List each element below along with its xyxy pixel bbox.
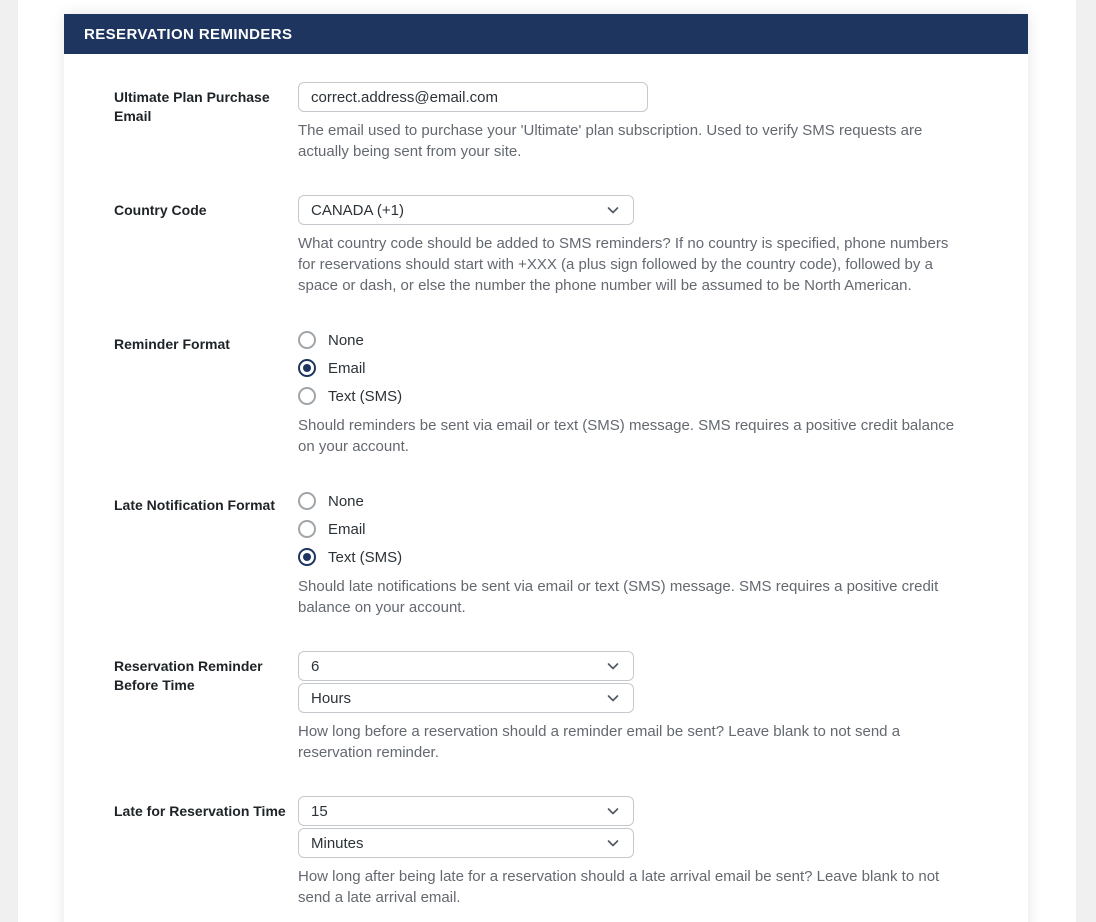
late-notification-option-text-sms[interactable] — [298, 548, 962, 566]
late-notification-format-radio-group — [298, 490, 962, 566]
radio-option-label: Text (SMS) — [328, 387, 403, 405]
ultimate-email-help: The email used to purchase your 'Ultimate' plan subscription. Used to verify SMS requests are actually being sent from your site. — [298, 122, 923, 160]
chevron-down-icon — [605, 835, 621, 851]
late-for-reservation-time-label: Late for Reservation Time — [114, 803, 286, 819]
chevron-down-icon — [605, 658, 621, 674]
field-row-country-code — [114, 195, 962, 296]
ultimate-email-input[interactable] — [298, 82, 648, 112]
field-row-late-notification-format — [114, 490, 962, 618]
chevron-down-icon — [605, 202, 621, 218]
reservation-reminder-amount-value: 6 — [311, 657, 320, 675]
radio-button-selected-icon — [298, 548, 316, 566]
panel-title: RESERVATION REMINDERS — [84, 25, 293, 43]
reservation-reminder-before-time-controls — [298, 651, 962, 713]
reservation-reminders-panel — [64, 14, 1028, 922]
late-notification-format-help: Should late notifications be sent via email or text (SMS) message. SMS requires a positive credit balance on your account. — [298, 578, 939, 616]
reservation-reminder-unit-value: Hours — [311, 689, 352, 707]
panel-header — [64, 14, 1028, 54]
radio-option-label: Text (SMS) — [328, 548, 403, 566]
late-for-reservation-unit-value: Minutes — [311, 834, 364, 852]
radio-button-icon — [298, 331, 316, 349]
reservation-reminder-before-time-label: Reservation Reminder Before Time — [114, 658, 263, 693]
chevron-down-icon — [605, 690, 621, 706]
late-notification-option-none[interactable] — [298, 492, 962, 510]
chevron-down-icon — [605, 803, 621, 819]
radio-button-icon — [298, 520, 316, 538]
late-for-reservation-time-controls — [298, 796, 962, 858]
reservation-reminder-amount-select[interactable] — [298, 651, 634, 681]
country-code-help: What country code should be added to SMS reminders? If no country is specified, phone numbers for reservations should start with +XXX (a plus sign followed by the country code), followed by a space or dash, or else the number the phone number will be assumed to be North American. — [298, 235, 949, 294]
country-code-label: Country Code — [114, 202, 207, 218]
panel-body — [64, 54, 1028, 922]
reminder-format-help: Should reminders be sent via email or text (SMS) message. SMS requires a positive credit balance on your account. — [298, 417, 955, 455]
radio-option-label: Email — [328, 520, 366, 538]
late-for-reservation-unit-select[interactable] — [298, 828, 634, 858]
ultimate-email-label: Ultimate Plan Purchase Email — [114, 89, 270, 124]
field-row-late-for-reservation-time — [114, 796, 962, 908]
radio-option-label: None — [328, 331, 364, 349]
radio-option-label: Email — [328, 359, 366, 377]
reminder-format-option-none[interactable] — [298, 331, 962, 349]
late-notification-option-email[interactable] — [298, 520, 962, 538]
country-code-select[interactable] — [298, 195, 634, 225]
reservation-reminder-before-time-help: How long before a reservation should a reminder email be sent? Leave blank to not send a reservation reminder. — [298, 723, 901, 761]
radio-button-icon — [298, 387, 316, 405]
reminder-format-label: Reminder Format — [114, 336, 230, 352]
reminder-format-option-text-sms[interactable] — [298, 387, 962, 405]
field-row-reminder-format — [114, 329, 962, 457]
reminder-format-option-email[interactable] — [298, 359, 962, 377]
late-notification-format-label: Late Notification Format — [114, 497, 276, 513]
field-row-reservation-reminder-before-time — [114, 651, 962, 763]
radio-option-label: None — [328, 492, 364, 510]
country-code-selected-value: CANADA (+1) — [311, 201, 404, 219]
page-surface — [18, 0, 1076, 922]
late-for-reservation-amount-value: 15 — [311, 802, 328, 820]
reservation-reminder-unit-select[interactable] — [298, 683, 634, 713]
radio-button-selected-icon — [298, 359, 316, 377]
late-for-reservation-amount-select[interactable] — [298, 796, 634, 826]
late-for-reservation-time-help: How long after being late for a reservation should a late arrival email be sent? Leave blank to not send a late arrival email. — [298, 868, 940, 906]
field-row-ultimate-email — [114, 82, 962, 162]
reminder-format-radio-group — [298, 329, 962, 405]
radio-button-icon — [298, 492, 316, 510]
